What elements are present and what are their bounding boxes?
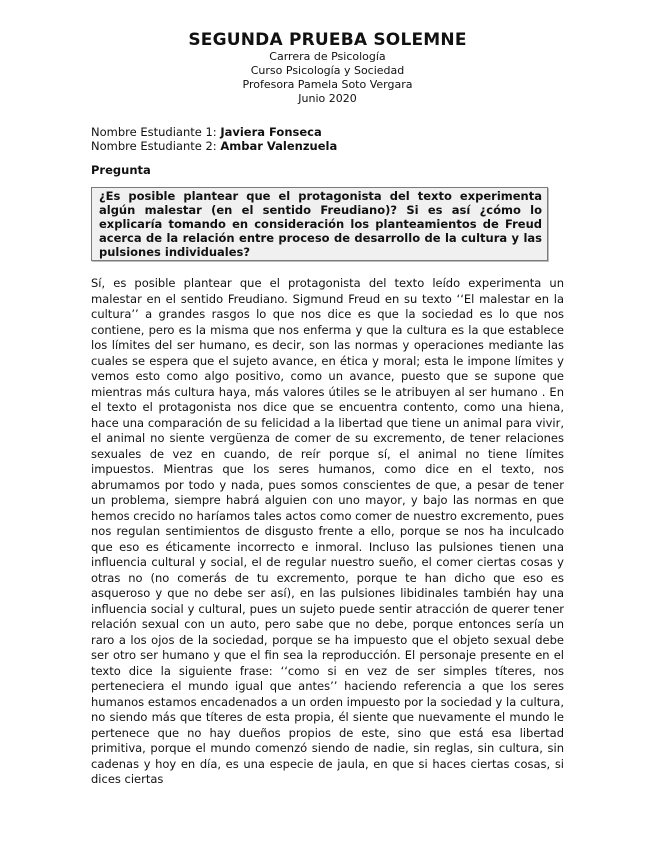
professor-line: Profesora Pamela Soto Vergara bbox=[242, 78, 413, 91]
student-2-name: Ambar Valenzuela bbox=[220, 139, 338, 153]
document-title: SEGUNDA PRUEBA SOLEMNE bbox=[188, 30, 467, 50]
date-line: Junio 2020 bbox=[298, 92, 357, 105]
course-line: Curso Psicología y Sociedad bbox=[250, 64, 405, 77]
career-line: Carrera de Psicología bbox=[269, 50, 386, 63]
student-1-name: Javiera Fonseca bbox=[220, 125, 322, 139]
student-2-label: Nombre Estudiante 2: bbox=[91, 139, 221, 153]
question-box: ¿Es posible plantear que el protagonista del texto experimenta algún malestar (en el sentido Freudiano)? Si es así ¿cómo lo explicaría tomando en consideración los planteamientos de Freud acerca de la relación entre proceso de desarrollo de la cultura y las pulsiones individuales? bbox=[91, 187, 548, 261]
student-1-row bbox=[91, 125, 564, 139]
student-names bbox=[91, 125, 564, 153]
question-heading: Pregunta bbox=[91, 163, 151, 177]
document-page bbox=[91, 30, 564, 788]
student-2-row bbox=[91, 139, 564, 153]
student-1-label: Nombre Estudiante 1: bbox=[91, 125, 221, 139]
answer-paragraph: Sí, es posible plantear que el protagonista del texto leído experimenta un malestar en el sentido Freudiano. Sigmund Freud en su texto ‘‘El malestar en la cultura’’ a grandes rasgos lo que nos dice es que la sociedad es lo que nos contiene, pero es la misma que nos enferma y que la cultura es la que establece los límites del ser humano, es decir, son las normas y operaciones mediante las cuales se espera que el sujeto avance, en ética y moral; esta le impone límites y vemos esto como algo positivo, como un avance, puesto que se supone que mientras más cultura haya, más valores útiles se le atribuyen al ser humano . En el texto el protagonista nos dice que se encuentra contento, como una hiena, hace una comparación de su felicidad a la libertad que tiene un animal para vivir, el animal no siente vergüenza de comer de su excremento, de tener relaciones sexuales de vez en cuando, de reír porque sí, el animal no tiene límites impuestos. Mientras que los seres humanos, como dice en el texto, nos abrumamos por todo y nada, pues somos conscientes de que, a pesar de tener un problema, siempre habrá alguien con uno mayor, y bajo las normas en que hemos crecido no haríamos tales actos como comer de nuestro excremento, pues nos regulan sentimientos de disgusto frente a ello, porque se nos ha inculcado que eso es éticamente incorrecto e inmoral. Incluso las pulsiones tienen una influencia cultural y social, el de regular nuestro sueño, el comer ciertas cosas y otras no (no comerás de tu excremento, porque te han dicho que eso es asqueroso y que no debe ser así), en las pulsiones libidinales también hay una influencia social y cultural, pues un sujeto puede sentir atracción de querer tener relación sexual con un auto, pero sabe que no debe, porque entonces sería un raro a los ojos de la sociedad, porque se ha impuesto que el objeto sexual debe ser otro ser humano y que el fin sea la reproducción. El personaje presente en el texto dice la siguiente frase: ‘‘como si en vez de ser simples títeres, nos perteneciera el mundo igual que antes’’ haciendo referencia a que los seres humanos estamos encadenados a un orden impuesto por la sociedad y la cultura, no siendo más que títeres de esta propia, él siente que nuevamente el mundo le pertenece que no hay dueños propios de este, sino que está esa libertad primitiva, porque el mundo comenzó siendo de nadie, sin reglas, sin cultura, sin cadenas y hoy en día, es una especie de jaula, en que si haces ciertas cosas, si dices ciertas bbox=[91, 276, 564, 786]
